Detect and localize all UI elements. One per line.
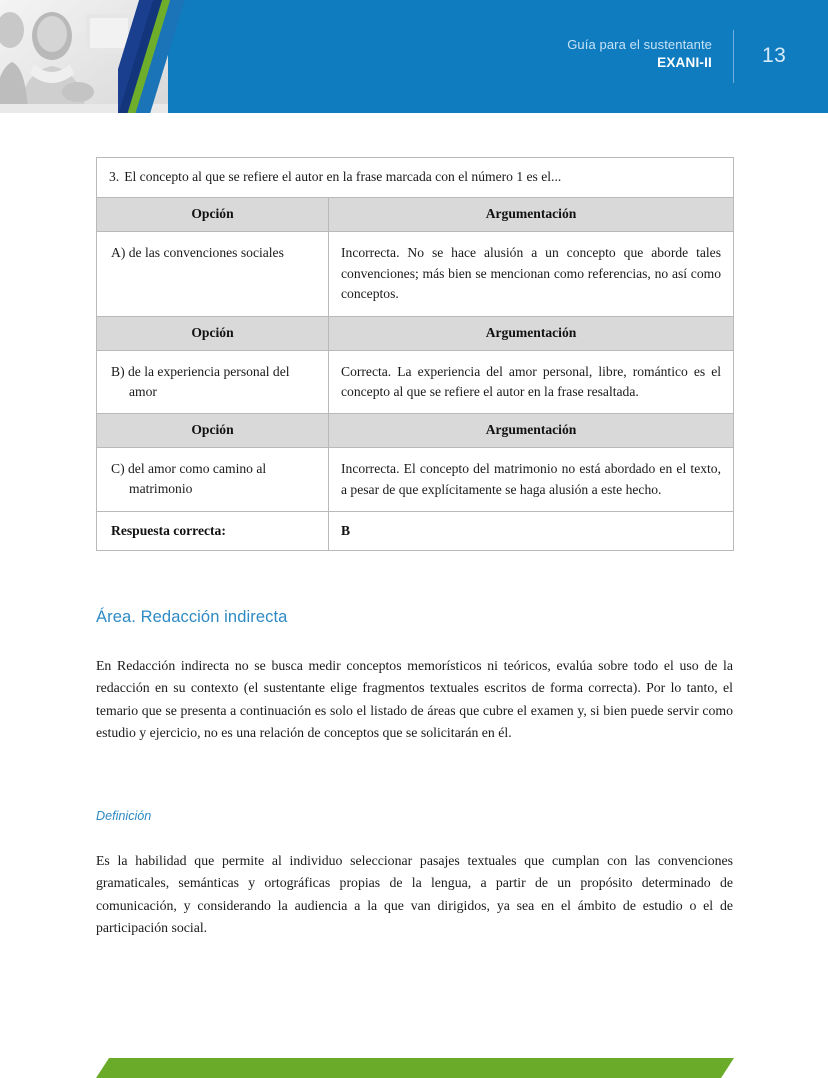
section-heading: Área. Redacción indirecta: [96, 608, 288, 626]
question-answer-table: [96, 157, 734, 551]
table-row-header-c: [97, 414, 734, 448]
table-row-stem: [97, 158, 734, 198]
argument-c-text: Incorrecta. El concepto del matrimonio no está abordado en el texto, a pesar de que explícitamente se haga alusión a este hecho.: [341, 461, 722, 497]
col-header-argument-c: Argumentación: [329, 414, 734, 448]
exam-name: EXANI-II: [657, 54, 712, 70]
option-b-cell: [97, 350, 329, 414]
option-c-text: C) del amor como camino al matrimonio: [111, 461, 267, 497]
page-header: [0, 0, 828, 113]
argument-a-cell: [329, 232, 734, 316]
answer-value: B: [341, 523, 351, 539]
table-row-option-b: [97, 350, 734, 414]
table-row-option-c: [97, 448, 734, 512]
header-divider: [733, 30, 734, 83]
question-stem: [97, 158, 733, 197]
answer-value-cell: [329, 512, 734, 551]
definition-subheading: Definición: [96, 809, 152, 823]
option-a-text: A) de las convenciones sociales: [111, 245, 284, 261]
col-header-option-a: Opción: [97, 198, 329, 232]
col-header-argument-a: Argumentación: [329, 198, 734, 232]
col-header-option-c: Opción: [97, 414, 329, 448]
question-text: El concepto al que se refiere el autor en la frase marcada con el número 1 es el...: [124, 169, 562, 184]
argument-c-cell: [329, 448, 734, 512]
header-title-block: [567, 36, 712, 72]
question-stem-cell: [97, 158, 734, 198]
answer-label-cell: [97, 512, 329, 551]
guide-title: Guía para el sustentante: [567, 37, 712, 52]
option-b-text: B) de la experiencia personal del amor: [111, 363, 290, 399]
footer-green-banner: [96, 1058, 734, 1078]
option-a-cell: [97, 232, 329, 316]
table-row-header-a: [97, 198, 734, 232]
argument-a-text: Incorrecta. No se hace alusión a un concepto que aborde tales convenciones; más bien se mencionan como referencias, no así como conceptos.: [341, 245, 722, 302]
argument-b-cell: [329, 350, 734, 414]
table-row-answer: [97, 512, 734, 551]
answer-label: Respuesta correcta:: [111, 523, 226, 539]
table-row-option-a: [97, 232, 734, 316]
option-c-cell: [97, 448, 329, 512]
page-number: 13: [762, 44, 787, 67]
definition-paragraph: Es la habilidad que permite al individuo seleccionar pasajes textuales que cumplan con las convenciones gramaticales, semánticas y ortográficas propias de la lengua, a partir de un propósito determinado de comunicación, y considerando la audiencia a la que van dirigidos, ya sea en el ámbito de estudio o el de participación social.: [96, 853, 733, 936]
argument-b-text: Correcta. La experiencia del amor personal, libre, romántico es el concepto al que se refiere el autor en la frase resaltada.: [341, 363, 722, 399]
col-header-option-b: Opción: [97, 316, 329, 350]
question-number: 3.: [109, 169, 120, 184]
table-row-header-b: [97, 316, 734, 350]
col-header-argument-b: Argumentación: [329, 316, 734, 350]
intro-paragraph: En Redacción indirecta no se busca medir conceptos memorísticos ni teóricos, evalúa sobre todo el uso de la redacción en su contexto (el sustentante elige fragmentos textuales escritos de forma correcta). Por lo tanto, el temario que se presenta a continuación es solo el listado de áreas que cubre el examen y, si bien puede servir como estudio y ejercicio, no es una relación de conceptos que se solicitarán en él.: [96, 658, 733, 741]
